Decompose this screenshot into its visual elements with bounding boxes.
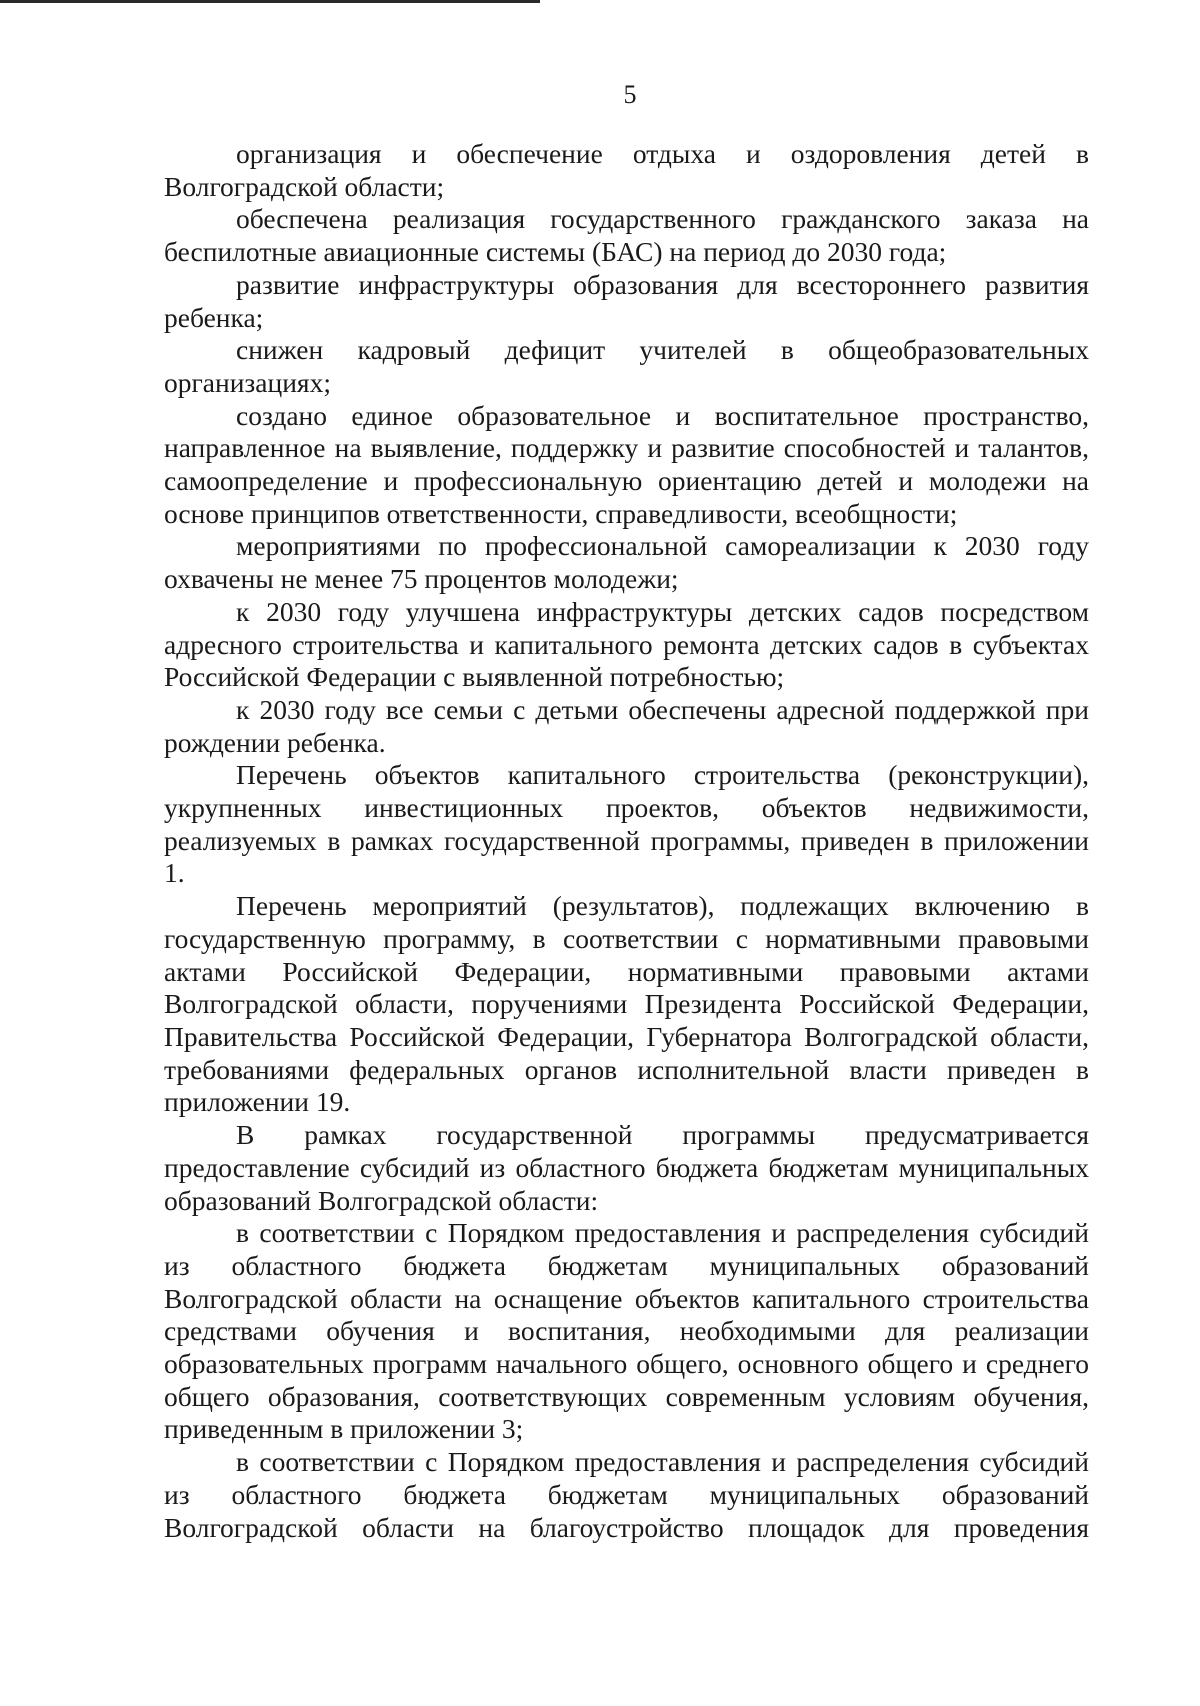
paragraph-recreation: организация и обеспечение отдыха и оздоровления детей в Волгоградской области; bbox=[164, 138, 1089, 202]
document-body bbox=[164, 138, 1089, 1544]
paragraph-family-support: к 2030 году все семьи с детьми обеспечены адресной поддержкой при рождении ребенка. bbox=[164, 693, 1089, 758]
page-number: 5 bbox=[623, 80, 637, 109]
scan-edge-line bbox=[0, 0, 540, 3]
paragraph-measures-list: Перечень мероприятий (результатов), подлежащих включению в государственную программу, в соответствии с нормативными правовыми актами Российской Федерации, нормативными правовыми актами Волгоградской области, поручениями Президента Российской Федерации, Правительства Российской Федерации, Губернатора Волгоградской области, требованиями федеральных органов исполнительной власти приведен в приложении 19. bbox=[164, 890, 1089, 1118]
paragraph-subsidies-intro: В рамках государственной программы предусматривается предоставление субсидий из областного бюджета бюджетам муниципальных образований Волгоградской области: bbox=[164, 1119, 1089, 1216]
paragraph-capital-construction-list: Перечень объектов капитального строительства (реконструкции), укрупненных инвестиционных проектов, объектов недвижимости, реализуемых в рамках государственной программы, приведен в приложении 1. bbox=[164, 759, 1089, 889]
paragraph-subsidy-playgrounds: в соответствии с Порядком предоставления и распределения субсидий из областного бюджета бюджетам муниципальных образований Волгоградской области на благоустройство площадок для проведения bbox=[164, 1446, 1089, 1543]
paragraph-kindergarten-infrastructure: к 2030 году улучшена инфраструктуры детских садов посредством адресного строительства и капитального ремонта детских садов в субъектах Российской Федерации с выявленной потребностью; bbox=[164, 595, 1089, 693]
paragraph-youth-self-realization: мероприятиями по профессиональной самореализации к 2030 году охвачены не менее 75 процентов молодежи; bbox=[164, 530, 1089, 595]
paragraph-education-infrastructure: развитие инфраструктуры образования для всестороннего развития ребенка; bbox=[164, 268, 1089, 333]
paragraph-educational-space: создано единое образовательное и воспитательное пространство, направленное на выявление, поддержку и развитие способностей и талантов, самоопределение и профессиональную ориентацию детей и молодежи на основе принципов ответственности, справедливости, всеобщности; bbox=[164, 399, 1089, 529]
paragraph-teacher-shortage: снижен кадровый дефицит учителей в общеобразовательных организациях; bbox=[164, 334, 1089, 398]
paragraph-subsidy-equipment: в соответствии с Порядком предоставления и распределения субсидий из областного бюджета бюджетам муниципальных образований Волгоградской области на оснащение объектов капитального строительства средствами обучения и воспитания, необходимыми для реализации образовательных программ начального общего, основного общего и среднего общего образования, соответствующих современным условиям обучения, приведенным в приложении 3; bbox=[164, 1217, 1089, 1445]
paragraph-uas-order: обеспечена реализация государственного гражданского заказа на беспилотные авиационные системы (БАС) на период до 2030 года; bbox=[164, 203, 1089, 268]
